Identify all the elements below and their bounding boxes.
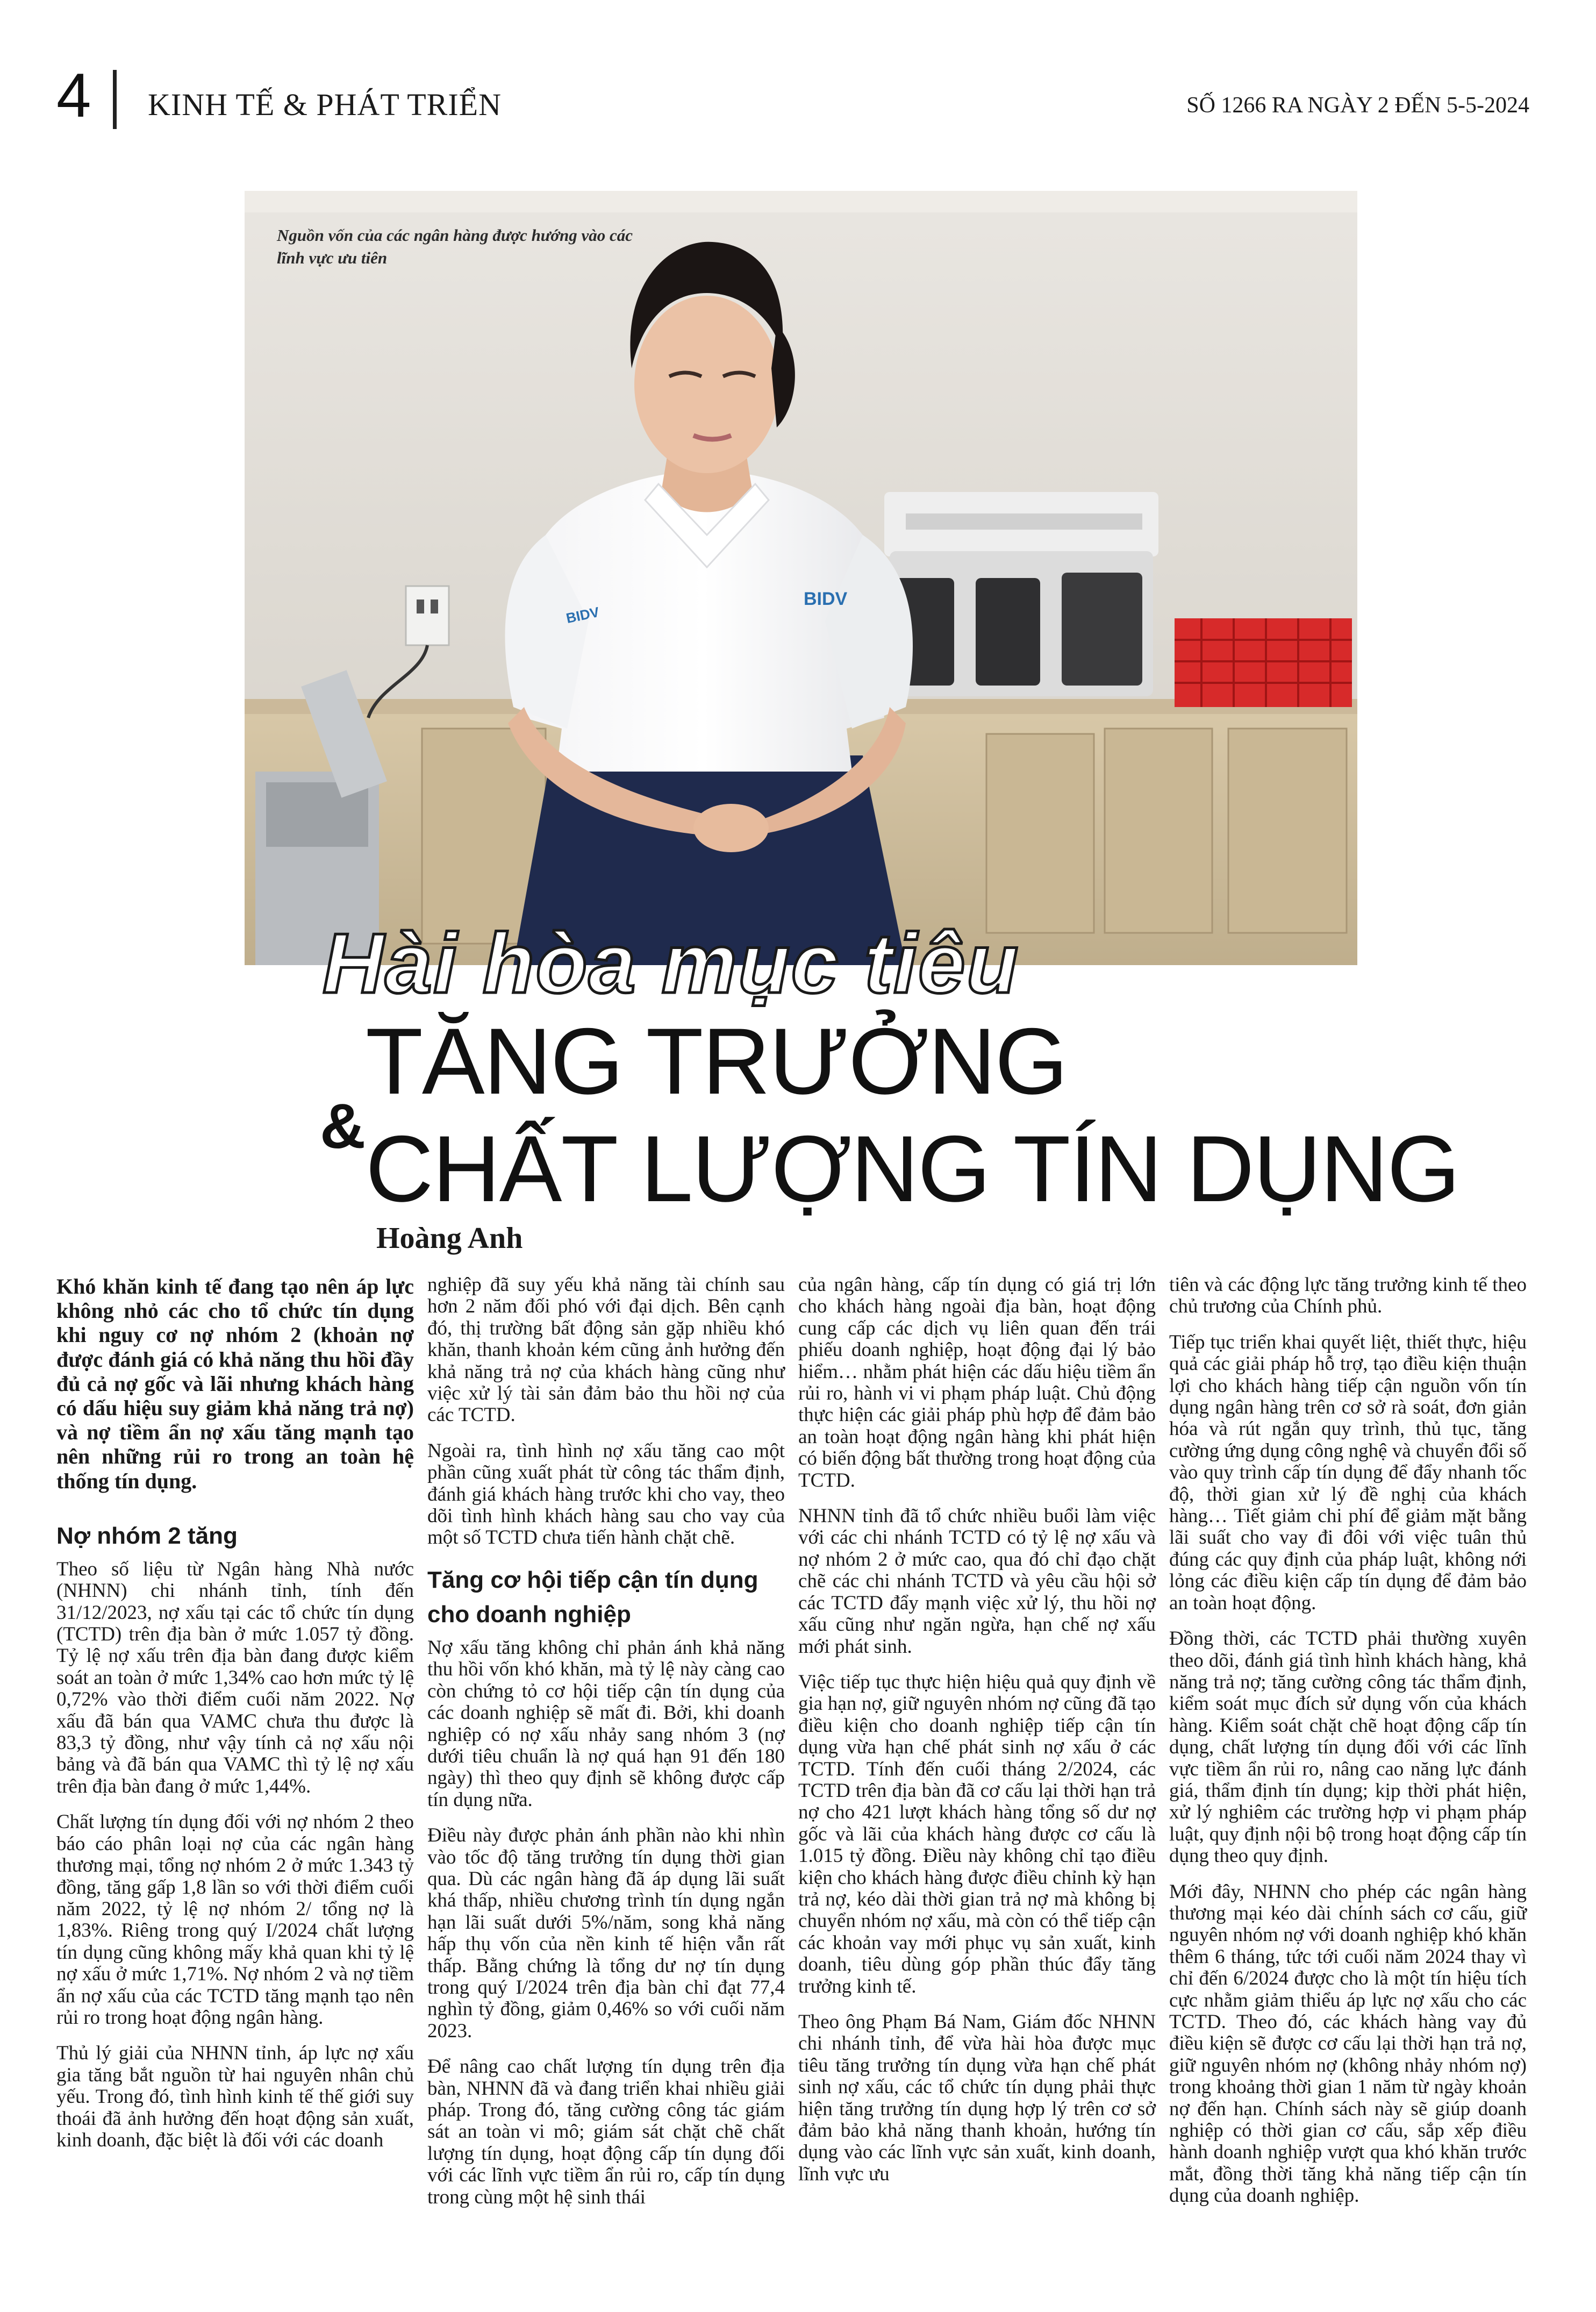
paragraph: Theo số liệu từ Ngân hàng Nhà nước (NHNN) chi nhánh tỉnh, tính đến 31/12/2023, nợ xấu tại các tổ chức tín dụng (TCTD) trên địa bàn ở mức 1.057 tỷ đồng. Tỷ lệ nợ xấu trên địa bàn đang được kiểm soát an toàn ở mức 1,34% cao hơn mức tỷ lệ 0,72% vào thời điểm cuối năm 2022. Nợ xấu đã bán qua VAMC chưa thu được là 83,3 tỷ đồng, như vậy tính cả nợ xấu nội bảng và đã bán qua VAMC thì tỷ lệ nợ xấu trên địa bàn đang ở mức 1,44%. (56, 1558, 414, 1797)
column-2 (427, 1274, 785, 2222)
paragraph: Để nâng cao chất lượng tín dụng trên địa bàn, NHNN đã và đang triển khai nhiều giải pháp. Trong đó, tăng cường công tác giám sát an toàn vi mô; giám sát chặt chẽ chất lượng tín dụng, hoạt động cấp tín dụng đối với các lĩnh vực tiềm ẩn rủi ro, cấp tín dụng trong cùng một hệ sinh thái (427, 2056, 785, 2208)
subheading-no-nhom-2: Nợ nhóm 2 tăng (56, 1522, 238, 1549)
paragraph: Ngoài ra, tình hình nợ xấu tăng cao một phần cũng xuất phát từ công tác thẩm định, đánh giá khách hàng trước khi cho vay, theo dõi tình hình khách hàng sau cho vay của một số TCTD chưa tiến hành chặt chẽ. (427, 1439, 785, 1549)
paragraph: của ngân hàng, cấp tín dụng có giá trị lớn cho khách hàng ngoài địa bàn, hoạt động cung cấp các dịch vụ liên quan đến trái phiếu doanh nghiệp, hoạt động đại lý bảo hiểm… nhằm phát hiện các dấu hiệu tiềm ẩn rủi ro, hành vi vi phạm pháp luật. Chủ động thực hiện các giải pháp phù hợp để đảm bảo an toàn hoạt động ngân hàng khi phát hiện có biến động bất thường trong hoạt động của TCTD. (798, 1274, 1156, 1492)
column-1 (56, 1274, 414, 2165)
issue-info: SỐ 1266 RA NGÀY 2 ĐẾN 5-5-2024 (1186, 93, 1529, 118)
sleeve-logo: BIDV (564, 603, 601, 627)
section-title: KINH TẾ & PHÁT TRIỂN (148, 87, 502, 122)
bank-teller-photo (245, 191, 1357, 965)
paragraph: Thủ lý giải của NHNN tỉnh, áp lực nợ xấu gia tăng bắt nguồn từ hai nguyên nhân chủ yếu. Trong đó, tình hình kinh tế thế giới suy thoái đã ảnh hưởng đến hoạt động sản xuất, kinh doanh, đặc biệt là đối với các doanh (56, 2042, 414, 2151)
header-divider (113, 70, 117, 129)
byline: Hoàng Anh (376, 1222, 523, 1255)
paragraph: Điều này được phản ánh phần nào khi nhìn vào tốc độ tăng trưởng tín dụng thời gian qua. Dù các ngân hàng đã áp dụng lãi suất khá thấp, nhiều chương trình tín dụng ngắn hạn lãi suất dưới 5%/năm, song khả năng hấp thụ vốn của nền kinh tế hiện vẫn rất thấp. Bằng chứng là tổng dư nợ tín dụng trong quý I/2024 trên địa bàn chỉ đạt 77,4 nghìn tỷ đồng, giảm 0,46% so với cuối năm 2023. (427, 1824, 785, 2042)
lead-paragraph: Khó khăn kinh tế đang tạo nên áp lực không nhỏ các cho tổ chức tín dụng khi nguy cơ nợ nhóm 2 (khoản nợ được đánh giá có khả năng thu hồi đầy đủ cả nợ gốc và lãi nhưng khách hàng có dấu hiệu suy giảm khả năng trả nợ) và nợ tiềm ẩn nợ xấu tăng mạnh tạo nên những rủi ro trong an toàn hệ thống tín dụng. (56, 1274, 414, 1493)
column-4 (1169, 1274, 1527, 2221)
headline-line-2: CHẤT LƯỢNG TÍN DỤNG (366, 1117, 1459, 1222)
paragraph: tiên và các động lực tăng trưởng kinh tế theo chủ trương của Chính phủ. (1169, 1274, 1527, 1318)
paragraph: NHNN tỉnh đã tổ chức nhiều buổi làm việc với các chi nhánh TCTD có tỷ lệ nợ xấu và nợ nhóm 2 ở mức cao, qua đó chỉ đạo chặt chẽ các chi nhánh TCTD và yêu cầu hội sở các TCTD đẩy mạnh việc xử lý, thu hồi nợ xấu cũng như ngăn ngừa, hạn chế nợ xấu mới phát sinh. (798, 1505, 1156, 1658)
paragraph: Việc tiếp tục thực hiện hiệu quả quy định về gia hạn nợ, giữ nguyên nhóm nợ cũng đã tạo điều kiện cho doanh nghiệp tiếp cận tín dụng vừa hạn chế phát sinh nợ xấu ở các TCTD. Tính đến cuối tháng 2/2024, các TCTD trên địa bàn đã cơ cấu lại thời hạn trả nợ cho 421 lượt khách hàng tổng số dư nợ gốc và lãi của khách hàng được cơ cấu là 1.015 tỷ đồng. Điều này không chỉ tạo điều kiện cho khách hàng được điều chỉnh kỳ hạn trả nợ, kéo dài thời gian trả nợ mà không bị chuyển nhóm nợ xấu, mà còn có thể tiếp cận các khoản vay mới phục vụ sản xuất, kinh doanh, tiêu dùng góp phần thúc đẩy tăng trưởng kinh tế. (798, 1671, 1156, 1997)
column-3 (798, 1274, 1156, 2199)
headline-kicker: Hài hòa mục tiêu (323, 916, 1020, 1011)
headline-line-1: TĂNG TRƯỞNG (366, 1009, 1067, 1114)
paragraph: Nợ xấu tăng không chỉ phản ánh khả năng thu hồi vốn khó khăn, mà tỷ lệ này càng cao còn chứng tỏ cơ hội tiếp cận tín dụng của các doanh nghiệp sẽ mất đi. Bởi, khi doanh nghiệp có nợ xấu nhảy sang nhóm 3 (nợ dưới tiêu chuẩn là nợ quá hạn 91 đến 180 ngày) thì theo quy định sẽ không được cấp tín dụng nữa. (427, 1636, 785, 1811)
headline-ampersand: & (320, 1091, 366, 1162)
subheading-tiep-can-tin-dung: Tăng cơ hội tiếp cận tín dụng cho doanh nghiệp (427, 1566, 758, 1628)
uniform-logo: BIDV (804, 589, 848, 609)
article-photo (245, 191, 1357, 965)
paragraph: Theo ông Phạm Bá Nam, Giám đốc NHNN chi nhánh tỉnh, để vừa hài hòa được mục tiêu tăng trưởng tín dụng vừa hạn chế phát sinh nợ xấu, các tổ chức tín dụng phải thực hiện tăng trưởng tín dụng hợp lý trên cơ sở đảm bảo khả năng thanh khoản, hướng tín dụng vào các lĩnh vực sản xuất, kinh doanh, lĩnh vực ưu (798, 2011, 1156, 2185)
page-header (56, 60, 1529, 135)
paragraph: Mới đây, NHNN cho phép các ngân hàng thương mại kéo dài chính sách cơ cấu, giữ nguyên nhóm nợ với doanh nghiệp khó khăn thêm 6 tháng, tức tới cuối năm 2024 thay vì chỉ đến 6/2024 được cho là một tín hiệu tích cực nhằm giảm thiểu áp lực nợ xấu cho các TCTD. Theo đó, các khách hàng vay đủ điều kiện sẽ được cơ cấu lại thời hạn trả nợ, giữ nguyên nhóm nợ (không nhảy nhóm nợ) trong khoảng thời gian 1 năm từ ngày khoản nợ đến hạn. Chính sách này sẽ giúp doanh nghiệp có thời gian cơ cấu, sắp xếp điều hành doanh nghiệp vượt qua khó khăn trước mắt, đồng thời tăng khả năng tiếp cận tín dụng của doanh nghiệp. (1169, 1880, 1527, 2207)
paragraph: Tiếp tục triển khai quyết liệt, thiết thực, hiệu quả các giải pháp hỗ trợ, tạo điều kiện thuận lợi cho khách hàng tiếp cận nguồn vốn tín dụng ngân hàng trên cơ sở rà soát, đơn giản hóa và rút ngắn quy trình, thủ tục, tăng cường ứng dụng công nghệ và chuyển đổi số vào quy trình cấp tín dụng để đẩy nhanh tốc độ, thời gian xử lý đề nghị của khách hàng… Tiết giảm chi phí để giảm mặt bằng lãi suất cho vay đi đôi với việc tuân thủ đúng các quy định của pháp luật, không nới lỏng các điều kiện cấp tín dụng để đảm bảo an toàn hoạt động. (1169, 1331, 1527, 1614)
page-number: 4 (56, 60, 91, 130)
photo-caption: Nguồn vốn của các ngân hàng được hướng vào các lĩnh vực ưu tiên (277, 226, 633, 267)
paragraph: Đồng thời, các TCTD phải thường xuyên theo dõi, đánh giá tình hình khách hàng, khả năng trả nợ; tăng cường công tác thẩm định, kiểm soát mục đích sử dụng vốn của khách hàng. Kiểm soát chặt chẽ hoạt động cấp tín dụng, chất lượng tín dụng đối với các lĩnh vực tiềm ẩn rủi ro, nâng cao năng lực đánh giá, thẩm định tín dụng; kịp thời phát hiện, xử lý nghiêm các trường hợp vi phạm pháp luật, quy định nội bộ trong hoạt động cấp tín dụng theo quy định. (1169, 1628, 1527, 1867)
paragraph: Chất lượng tín dụng đối với nợ nhóm 2 theo báo cáo phân loại nợ của các ngân hàng thương mại, tổng nợ nhóm 2 ở mức 1.343 tỷ đồng, tăng gấp 1,8 lần so với thời điểm cuối năm 2022, tỷ lệ nợ nhóm 2/ tổng nợ là 1,83%. Riêng trong quý I/2024 chất lượng tín dụng cũng không mấy khả quan khi tỷ lệ nợ xấu ở mức 1,71%. Nợ nhóm 2 và nợ tiềm ẩn nợ xấu của các TCTD tăng mạnh tạo nên rủi ro trong hoạt động ngân hàng. (56, 1811, 414, 2029)
paragraph: nghiệp đã suy yếu khả năng tài chính sau hơn 2 năm đối phó với đại dịch. Bên cạnh đó, thị trường bất động sản gặp nhiều khó khăn, thanh khoản kém cũng ảnh hưởng đến khả năng trả nợ của khách hàng cũng như việc xử lý tài sản đảm bảo thu hồi nợ của các TCTD. (427, 1274, 785, 1426)
